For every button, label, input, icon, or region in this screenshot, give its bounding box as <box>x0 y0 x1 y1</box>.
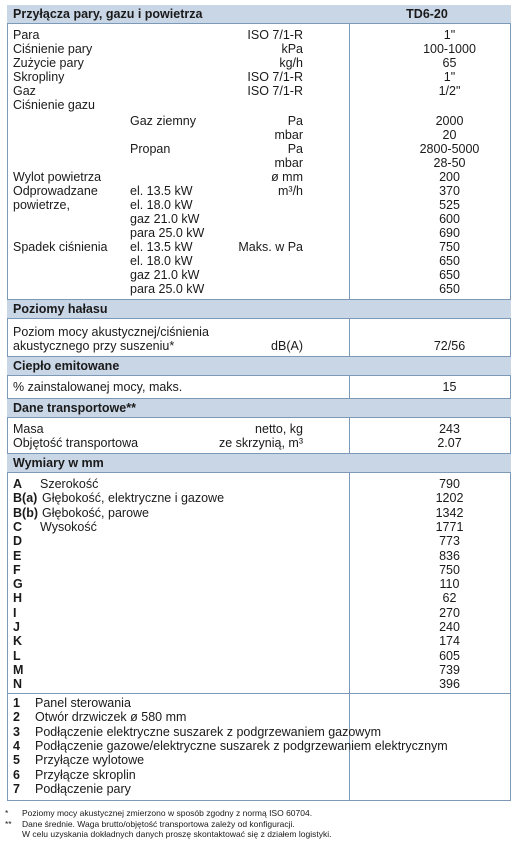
dimension-value: 396 <box>439 677 460 692</box>
dimension-value: 750 <box>439 562 460 577</box>
row-label: Zużycie pary <box>13 56 84 70</box>
row-value: 650 <box>439 282 460 296</box>
legend-number: 5 <box>13 753 20 768</box>
section-title: Przyłącza pary, gazu i powietrza <box>13 7 203 21</box>
row-value: 2800-5000 <box>419 142 480 156</box>
row-sublabel: el. 13.5 kW <box>130 240 193 254</box>
footnote-text: Dane średnie. Waga brutto/objętość transportowa zależy od konfiguracji. <box>22 818 295 829</box>
row-sublabel: para 25.0 kW <box>130 226 205 240</box>
dimension-letter: N <box>13 677 23 692</box>
dimension-value: 605 <box>439 648 460 663</box>
legend-text: Przyłącze wylotowe <box>35 753 145 768</box>
legend-number: 3 <box>13 724 20 739</box>
row-sublabel: el. 18.0 kW <box>130 198 193 212</box>
row-value: 600 <box>439 212 460 226</box>
row-value: 2.07 <box>437 436 462 450</box>
row-unit: ISO 7/1-R <box>247 84 303 98</box>
legend-text: Podłączenie elektryczne suszarek z podgrzewaniem gazowym <box>35 724 381 739</box>
row-value: 65 <box>442 56 457 70</box>
row-value: 2000 <box>435 114 464 128</box>
legend-text: Otwór drzwiczek ø 580 mm <box>35 710 187 725</box>
row-label: Ciśnienie gazu <box>13 98 95 112</box>
section-header-dimensions <box>7 454 511 472</box>
dimension-value: 1342 <box>435 505 464 520</box>
row-label: Odprowadzane <box>13 184 98 198</box>
row-sublabel: Gaz ziemny <box>130 114 196 128</box>
row-sublabel: Propan <box>130 142 171 156</box>
row-value: 15 <box>442 380 457 394</box>
row-unit: ø mm <box>271 170 303 184</box>
dimension-description: Głębokość, elektryczne i gazowe <box>42 491 225 506</box>
dimension-letter: E <box>13 548 22 563</box>
footnote-text: Poziomy mocy akustycznej zmierzono w sposób zgodny z normą ISO 60704. <box>22 808 313 818</box>
row-label: % zainstalowanej mocy, maks. <box>13 380 183 394</box>
legend-text: Panel sterowania <box>35 696 131 710</box>
legend-number: 1 <box>13 696 20 710</box>
dimension-value: 240 <box>439 620 460 634</box>
legend-text: Podłączenie gazowe/elektryczne suszarek z podgrzewaniem elektrycznym <box>35 738 448 753</box>
dimension-letter: G <box>13 577 23 592</box>
row-unit: kPa <box>281 42 303 56</box>
dimension-value: 62 <box>442 591 457 606</box>
legend-number: 4 <box>13 738 20 753</box>
dimension-letter: H <box>13 591 23 606</box>
section-title: Ciepło emitowane <box>13 359 120 373</box>
dimension-letter: D <box>13 534 23 549</box>
dimension-letter: C <box>13 519 23 534</box>
row-value: 750 <box>439 240 460 254</box>
dimension-letter: L <box>13 648 21 663</box>
row-unit: m³/h <box>278 184 303 198</box>
section-title: Poziomy hałasu <box>13 302 108 316</box>
row-unit: Pa <box>287 114 303 128</box>
row-sublabel: el. 13.5 kW <box>130 184 193 198</box>
row-unit: mbar <box>274 128 303 142</box>
dimension-letter: B(b) <box>13 505 38 520</box>
dimension-value: 174 <box>439 634 460 649</box>
section-header-transport <box>7 399 511 417</box>
dimension-letter: A <box>13 477 23 491</box>
legend-text: Podłączenie pary <box>35 781 131 796</box>
section-header-connections <box>7 5 511 23</box>
model-name: TD6-20 <box>406 7 448 21</box>
dimension-value: 836 <box>439 548 460 563</box>
row-value: 525 <box>439 198 460 212</box>
row-value: 1/2" <box>438 84 461 98</box>
row-value: 100-1000 <box>423 42 476 56</box>
dimension-value: 739 <box>439 662 460 677</box>
row-unit: Maks. w Pa <box>238 240 303 254</box>
row-unit: ISO 7/1-R <box>247 70 303 84</box>
dimension-letter: J <box>13 620 20 634</box>
row-value: 650 <box>439 268 460 282</box>
dimension-value: 1771 <box>435 519 464 534</box>
dimension-value: 270 <box>439 605 460 620</box>
row-value: 28-50 <box>433 156 466 170</box>
row-sublabel: gaz 21.0 kW <box>130 212 200 226</box>
dimension-value: 110 <box>439 577 460 592</box>
section-header-noise <box>7 300 511 318</box>
legend-number: 2 <box>13 710 20 725</box>
dimension-value: 773 <box>439 534 460 549</box>
legend-number: 6 <box>13 767 20 782</box>
row-label: Ciśnienie pary <box>13 42 93 56</box>
dimension-description: Głębokość, parowe <box>42 505 150 520</box>
footnote-mark: ** <box>5 818 12 829</box>
row-value: 243 <box>439 422 460 436</box>
row-unit: dB(A) <box>271 339 303 353</box>
row-label: Wylot powietrza <box>13 170 102 184</box>
row-unit: kg/h <box>279 56 303 70</box>
row-label: akustycznego przy suszeniu* <box>13 339 175 353</box>
section-title: Wymiary w mm <box>13 456 104 470</box>
row-value: 20 <box>442 128 457 142</box>
row-value: 370 <box>439 184 460 198</box>
legend-text: Przyłącze skroplin <box>35 767 136 782</box>
row-value: 1" <box>443 28 456 42</box>
dimension-letter: I <box>13 605 17 620</box>
section-header-heat <box>7 357 511 375</box>
row-unit: mbar <box>274 156 303 170</box>
row-unit: netto, kg <box>255 422 303 436</box>
row-label: Objętość transportowa <box>13 436 139 450</box>
row-value: 200 <box>439 170 460 184</box>
row-label: Skropliny <box>13 70 65 84</box>
dimension-letter: M <box>13 662 24 677</box>
row-value: 650 <box>439 254 460 268</box>
row-label: Masa <box>13 422 44 436</box>
dimension-letter: B(a) <box>13 491 38 506</box>
row-sublabel: el. 18.0 kW <box>130 254 193 268</box>
dimension-description: Wysokość <box>40 519 97 534</box>
dimension-letter: K <box>13 634 23 649</box>
dimension-description: Szerokość <box>40 477 99 491</box>
row-label: Gaz <box>13 84 36 98</box>
footnote-mark: * <box>5 808 9 818</box>
row-unit: ISO 7/1-R <box>247 28 303 42</box>
footnote-text: W celu uzyskania dokładnych danych proszę skontaktować się z działem logistyki. <box>22 829 332 839</box>
legend-number: 7 <box>13 781 20 796</box>
row-sublabel: gaz 21.0 kW <box>130 268 200 282</box>
dimension-letter: F <box>13 562 21 577</box>
row-label: Poziom mocy akustycznej/ciśnienia <box>13 325 209 339</box>
dimension-value: 790 <box>439 477 460 491</box>
row-label: Spadek ciśnienia <box>13 240 108 254</box>
dimension-value: 1202 <box>435 491 464 506</box>
row-unit: ze skrzynią, m³ <box>218 436 303 450</box>
row-value: 1" <box>443 70 456 84</box>
row-value: 72/56 <box>433 339 466 353</box>
row-label: Para <box>13 28 40 42</box>
row-value: 690 <box>439 226 460 240</box>
row-label: powietrze, <box>13 198 70 212</box>
section-title: Dane transportowe** <box>13 401 136 415</box>
row-unit: Pa <box>287 142 303 156</box>
row-sublabel: para 25.0 kW <box>130 282 205 296</box>
